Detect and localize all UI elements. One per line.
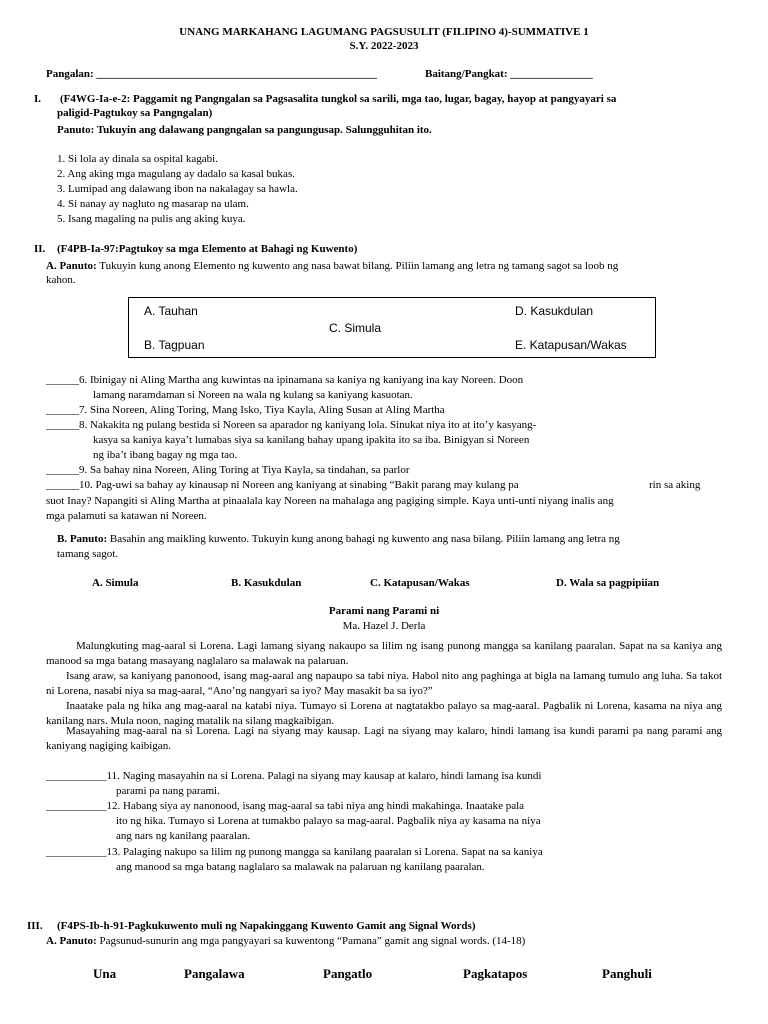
part1-heading-cont: paligid-Pagtukoy sa Pangngalan) [57,107,213,119]
list-item: 5. Isang magaling na pulis ang aking kuya. [57,213,246,225]
part1-heading: (F4WG-Ia-e-2: Paggamit ng Pangngalan sa Pagsasalita tungkol sa sarili, mga tao, lugar, bagay, hayop at pangyayari sa [60,93,617,105]
question-8-cont: ng iba’t ibang bagay ng mga tao. [93,449,238,461]
option-a: A. Simula [92,577,139,589]
part2-a-directions [46,259,618,274]
story-author: Ma. Hazel J. Derla [342,620,426,632]
choice-b: B. Tagpuan [144,338,205,352]
list-item: 3. Lumipad ang dalawang ibon na nakalagay sa hawla. [57,183,298,195]
choice-d: D. Kasukdulan [515,304,594,318]
question-12-cont: ito ng hika. Tumayo si Lorena at tumakbo palayo sa mag-aaral. Pagbalik niya ay kasama na niya [116,815,541,827]
question-10-cont: mga palamuti sa katawan ni Noreen. [46,510,207,522]
school-year: S.Y. 2022-2023 [349,40,419,52]
part1-numeral: I. [34,93,42,105]
directions-text: Basahin ang maikling kuwento. Tukuyin kung anong bahagi ng kuwento ang nasa bilang. Piliin lamang ang letra ng [109,533,620,545]
question-11-cont: parami pa nang parami. [116,785,220,797]
part1-directions: Panuto: Tukuyin ang dalawang pangngalan sa pangungusap. Salungguhitan ito. [57,124,432,136]
story-title: Parami nang Parami ni [328,605,440,617]
question-7: ______7. Sina Noreen, Aling Toring, Mang Isko, Tiya Kayla, Aling Susan at Aling Martha [46,404,445,416]
question-10-tail: rin sa aking [649,479,701,491]
signal-word: Panghuli [602,966,652,981]
story-paragraph: Masayahing mag-aaral na si Lorena. Lagi na siyang may kausap. Lagi na siyang may kalaro, hindi lamang isa kundi parami pa nang parami ang kaniyang nagiging kaibigan. [46,725,722,752]
name-field-label: Pangalan: ___________________________________________________ [46,68,377,80]
question-8-cont: kasya sa kaniya kaya’t lumabas siya sa kanilang bahay upang ipakita ito sa iba. Binigyan si Noreen [93,434,530,446]
choice-c: C. Simula [329,321,382,335]
choice-a: A. Tauhan [144,304,198,318]
question-6: ______6. Ibinigay ni Aling Martha ang kuwintas na ipinamana sa kaniya ng kaniyang ina kay Noreen. Doon [46,374,524,386]
directions-label: B. Panuto: [57,533,108,545]
option-d: D. Wala sa pagpipiian [556,577,660,589]
directions-text: Tukuyin kung anong Elemento ng kuwento ang nasa bawat bilang. Piliin lamang ang letra ng tamang sagot sa loob ng [99,260,619,272]
part2-numeral: II. [34,243,46,255]
question-6-cont: lamang naramdaman si Noreen na wala ng kulang sa kaniyang kasuotan. [93,389,413,401]
story-paragraph: Inaatake pala ng hika ang mag-aaral na katabi niya. Tumayo si Lorena at nagtatakbo palayo sa mag-aaral. Pagbalik ni Lorena, kasama na niya ang kanilang nars. Mula noon, naging matalik na silang magkaibigan. [46,700,722,727]
question-8: ______8. Nakakita ng pulang bestida si Noreen sa aparador ng kaniyang lola. Sinukat niya ito at ito’y kasyang- [46,419,537,431]
exam-title: UNANG MARKAHANG LAGUMANG PAGSUSULIT (FILIPINO 4)-SUMMATIVE 1 [179,26,589,38]
grade-field-label: Baitang/Pangkat: _______________ [425,68,593,80]
part2-b-directions-cont: tamang sagot. [57,548,119,560]
signal-word: Pangatlo [323,966,373,981]
story-paragraph: Isang araw, sa kaniyang panonood, isang mag-aaral ang napaupo sa tabi niya. Habol nito ang paghinga at bigla na lamang tumulo ang luha. Sa takot ni Lorena, nasabi niya sa mag-aaral, “Ano’ng nangyari sa iyo? May masakit ba sa iyo?” [46,670,722,697]
question-9: ______9. Sa bahay nina Noreen, Aling Toring at Tiya Kayla, sa tindahan, sa parlor [46,464,410,476]
option-b: B. Kasukdulan [231,577,302,589]
question-12-cont: ang nars ng kanilang paaralan. [116,830,251,842]
list-item: 1. Si lola ay dinala sa ospital kagabi. [57,153,218,165]
part2-a-directions-cont: kahon. [46,274,76,286]
part2-heading: (F4PB-Ia-97:Pagtukoy sa mga Elemento at Bahagi ng Kuwento) [57,243,358,255]
signal-word: Pangalawa [184,966,245,981]
signal-word: Pagkatapos [463,966,528,981]
question-12: ___________12. Habang siya ay nanonood, isang mag-aaral sa tabi niya ang hindi makahinga. Inaatake pala [46,800,525,812]
question-10: ______10. Pag-uwi sa bahay ay kinausap ni Noreen ang kaniyang at sinabing “Bakit parang may kulang pa [46,479,519,491]
option-c: C. Katapusan/Wakas [370,577,470,589]
part2-b-directions [57,532,620,547]
choice-e: E. Katapusan/Wakas [515,338,627,352]
list-item: 2. Ang aking mga magulang ay dadalo sa kasal bukas. [57,168,295,180]
part3-numeral: III. [27,920,43,932]
directions-label: A. Panuto: [46,935,97,947]
question-13-cont: ang manood sa mga batang naglalaro sa malawak na palaruan ng kanilang paaralan. [116,861,485,873]
answer-choices-box [128,297,656,358]
signal-word: Una [93,966,117,981]
story-paragraph: Malungkuting mag-aaral si Lorena. Lagi lamang siyang nakaupo sa lilim ng isang punong mangga sa kanilang paaralan. Sapat na sa kaniya ang manood sa mga batang masayang naglalaro sa malawak na palaruan. [46,640,722,667]
directions-text: Pagsunud-sunurin ang mga pangyayari sa kuwentong “Pamana” gamit ang signal words. (14-18) [99,935,526,947]
question-11: ___________11. Naging masayahin na si Lorena. Palagi na siyang may kausap at kalaro, hindi lamang isa kundi [46,770,542,782]
part3-a-directions [46,934,525,949]
part3-heading: (F4PS-Ib-h-91-Pagkukuwento muli ng Napakinggang Kuwento Gamit ang Signal Words) [57,920,476,932]
list-item: 4. Si nanay ay nagluto ng masarap na ulam. [57,198,249,210]
directions-label: A. Panuto: [46,260,97,272]
question-10-cont: suot Inay? Napangiti si Aling Martha at pinaalala kay Noreen na mahalaga ang pagiging simple. Kaya unti-unti niyang inalis ang [46,495,614,507]
question-13: ___________13. Palaging nakupo sa lilim ng punong mangga sa kanilang paaralan si Lorena. Sapat na sa kaniya [46,846,543,858]
